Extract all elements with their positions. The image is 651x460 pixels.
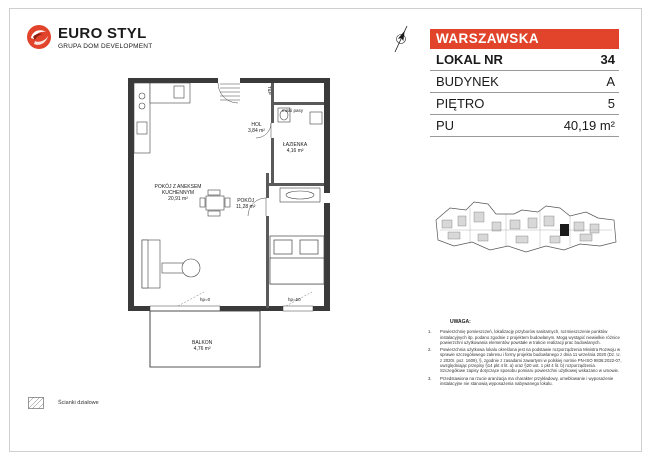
building-key-plan	[430, 180, 620, 270]
room-name: ŁAZIENKA	[283, 142, 308, 148]
info-label: PIĘTRO	[436, 96, 485, 111]
legend-label: Ścianki działowe	[58, 400, 99, 406]
info-label: LOKAL NR	[436, 52, 503, 67]
info-row-budynek	[430, 71, 619, 93]
wc-tag: miski pasy	[282, 108, 304, 113]
info-value: A	[606, 74, 615, 89]
legend	[28, 397, 148, 411]
info-row-pu	[430, 115, 619, 137]
entry-tag: T&P	[267, 86, 272, 95]
street-header: WARSZAWSKA	[430, 29, 619, 49]
room-balkon	[192, 340, 212, 352]
room-area: 20,91 m²	[168, 196, 188, 202]
floor-plan-drawing	[128, 78, 348, 378]
note-number: 3.	[428, 375, 432, 381]
room-area: 11,28 m²	[236, 204, 256, 210]
room-hol	[248, 122, 265, 134]
height-tag-hp50: hp=50	[288, 297, 301, 302]
room-pokoj-aneks	[142, 184, 214, 202]
notes-section	[426, 320, 622, 388]
room-area: 4,16 m²	[286, 148, 304, 154]
note-number: 1.	[428, 329, 432, 335]
note-item	[426, 376, 622, 387]
info-row-lokal	[430, 49, 619, 71]
eurostyl-logo-icon	[26, 24, 52, 50]
room-area: 4,76 m²	[193, 346, 211, 352]
floor-plan	[128, 78, 348, 378]
info-value: 40,19 m²	[563, 118, 615, 133]
brand-title: EURO STYL	[58, 25, 147, 42]
brand-subtitle: GRUPA DOM DEVELOPMENT	[58, 43, 153, 50]
info-label: PU	[436, 118, 455, 133]
height-tag-hp0: hp=0	[200, 297, 211, 302]
info-row-pietro	[430, 93, 619, 115]
notes-title: UWAGA:	[450, 319, 471, 325]
partition-wall-hatch-icon	[28, 397, 44, 409]
room-name: HOL	[251, 122, 262, 128]
note-text: Powierzchnię pomieszczeń, lokalizację przyborów sanitarnych, rozmieszczenie punktów instalacyjnych itp. podano zgodnie z projektem budowlanym. Mogą wystąpić niewielkie różnice powierzchni użytkowania elementów powstałe w trakcie realizacji prac budowlanych.	[440, 329, 620, 345]
info-value: 5	[607, 96, 615, 111]
note-item	[426, 347, 622, 373]
note-text: Powierzchnia użytkowa lokalu określona jest na podstawie rozporządzenia Ministra Rozwoju w sprawie szczegółowego zakresu i formy projektu budowlanego z dnia 11 września 2020 (Dz. U. z 2020r. poz. 1609), §, zgodnie z zasadami zawartymi w polskiej normie PN-ISO 9836:2022-07, uwzględniając przepisy §14 pkt 4 lit. a) oraz §20 ust. 1 pkt 4 lit. b) rozporządzenia. Szczegółowe zapisy dotyczące sposobu pomiaru powierzchni użytkowej wskazano w umowie.	[440, 347, 622, 374]
info-value: 34	[600, 52, 615, 67]
unit-info-panel	[430, 29, 619, 137]
room-name: BALKON	[192, 340, 213, 346]
room-pokoj	[236, 198, 255, 210]
info-label: BUDYNEK	[436, 74, 499, 89]
room-lazienka	[283, 142, 307, 154]
room-name: POKÓJ Z ANEKSEM KUCHENNYM	[154, 184, 202, 196]
note-number: 2.	[428, 347, 432, 353]
room-name: POKÓJ	[237, 198, 255, 204]
note-text: Przedstawiona na rzucie aranżacja ma charakter przykładowy, umeblowanie i wyposażenie instalacyjne nie stanowią wyposażenia nabywanego lokalu.	[440, 375, 614, 386]
note-item	[426, 329, 622, 345]
brand-logo	[26, 24, 176, 56]
north-arrow-icon	[392, 24, 410, 54]
unit-highlight	[560, 224, 569, 236]
room-area: 3,84 m²	[248, 128, 265, 134]
